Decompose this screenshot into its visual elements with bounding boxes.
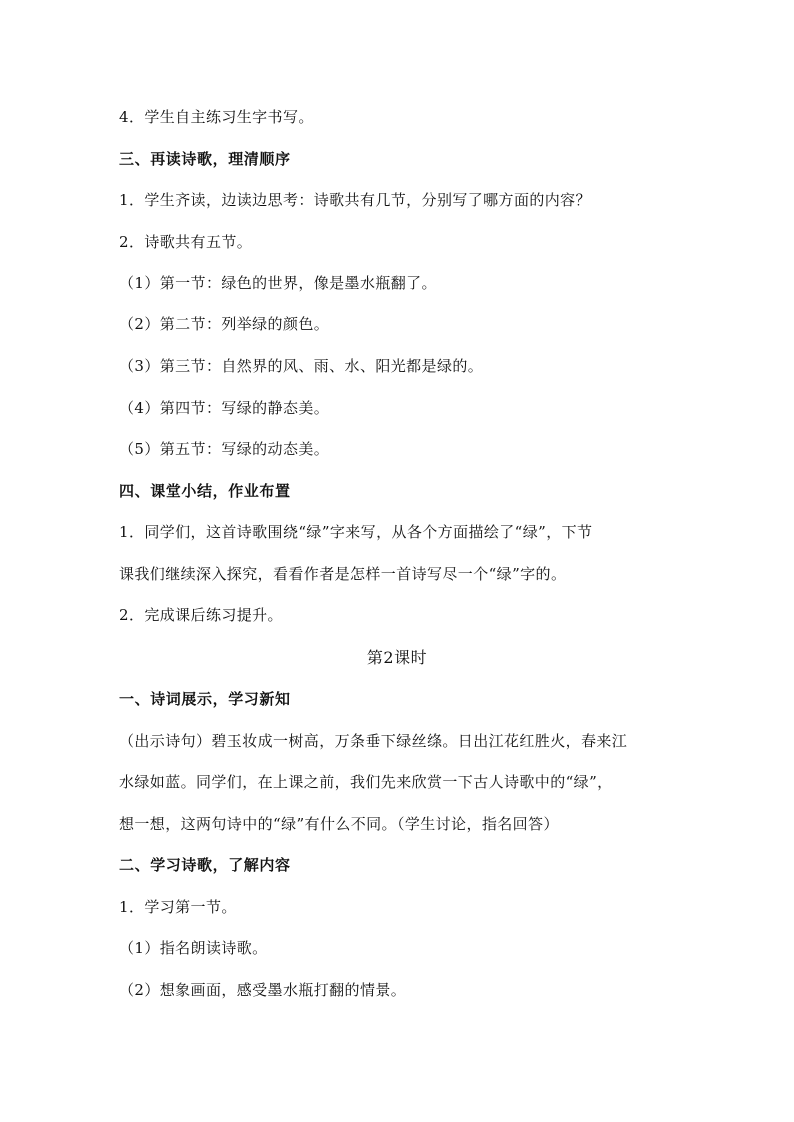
paragraph-summary-line-1: 1．同学们，这首诗歌围绕“绿”字来写，从各个方面描绘了“绿”，下节: [119, 523, 593, 541]
list-item-section-5: （5）第五节：写绿的动态美。: [119, 440, 330, 458]
list-item-imagine-scene: （2）想象画面，感受墨水瓶打翻的情景。: [119, 981, 407, 999]
section-heading-3: 三、再读诗歌，理清顺序: [119, 150, 291, 168]
paragraph-five-sections: 2．诗歌共有五节。: [119, 233, 253, 251]
paragraph-step-4: 4．学生自主练习生字书写。: [119, 108, 314, 126]
list-item-section-4: （4）第四节：写绿的静态美。: [119, 399, 330, 417]
paragraph-homework: 2．完成课后练习提升。: [119, 606, 283, 624]
paragraph-poem-line-2: 水绿如蓝。同学们，在上课之前，我们先来欣赏一下古人诗歌中的“绿”，: [119, 773, 613, 791]
list-item-section-1: （1）第一节：绿色的世界，像是墨水瓶翻了。: [119, 274, 437, 292]
section-heading-4: 四、课堂小结，作业布置: [119, 482, 291, 500]
paragraph-study-section-1: 1．学习第一节。: [119, 898, 237, 916]
lesson-title: 第2课时: [366, 648, 428, 667]
paragraph-read-aloud: 1．学生齐读，边读边思考：诗歌共有几节，分别写了哪方面的内容？: [119, 191, 591, 209]
list-item-section-3: （3）第三节：自然界的风、雨、水、阳光都是绿的。: [119, 357, 484, 375]
paragraph-poem-line-3: 想一想，这两句诗中的“绿”有什么不同。（学生讨论，指名回答）: [119, 815, 559, 833]
section-heading-2: 二、学习诗歌，了解内容: [119, 856, 291, 874]
paragraph-summary-line-2: 课我们继续深入探究，看看作者是怎样一首诗写尽一个“绿”字的。: [119, 565, 567, 583]
section-heading-1: 一、诗词展示，学习新知: [119, 690, 291, 708]
paragraph-poem-line-1: （出示诗句）碧玉妆成一树高，万条垂下绿丝绦。日出江花红胜火，春来江: [119, 732, 628, 750]
list-item-read-poem: （1）指名朗读诗歌。: [119, 939, 268, 957]
list-item-section-2: （2）第二节：列举绿的颜色。: [119, 315, 330, 333]
